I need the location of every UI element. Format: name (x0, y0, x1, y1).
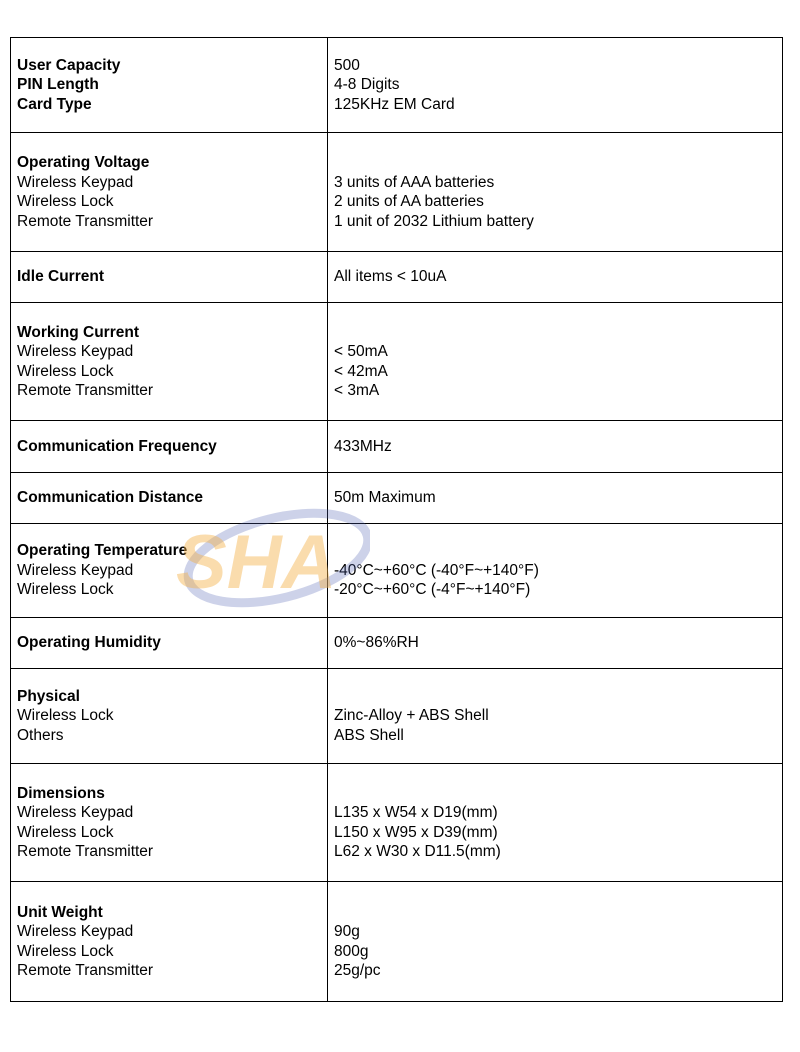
spec-heading: PIN Length (17, 76, 99, 94)
spec-label-cell (11, 618, 328, 669)
spec-heading: Working Current (17, 323, 139, 341)
spec-heading: Idle Current (17, 268, 104, 286)
spec-value (334, 784, 776, 804)
spec-label-cell (11, 764, 328, 882)
spec-value: All items < 10uA (334, 268, 447, 286)
spec-value: Zinc-Alloy + ABS Shell (334, 707, 489, 725)
spec-sublabel: Wireless Lock (17, 362, 114, 380)
spec-value: < 50mA (334, 343, 388, 360)
spec-sublabel: Others (17, 726, 64, 744)
spec-heading: Card Type (17, 95, 92, 113)
spec-value-cell (328, 303, 783, 421)
spec-row (11, 882, 783, 1002)
spec-row (11, 764, 783, 882)
spec-label-cell (11, 252, 328, 303)
spec-row (11, 524, 783, 618)
spec-value: -20°C~+60°C (-4°F~+140°F) (334, 581, 531, 599)
spec-value (334, 153, 776, 173)
spec-value: 4-8 Digits (334, 76, 400, 94)
spec-sublabel: Wireless Lock (17, 942, 114, 960)
spec-heading: Operating Temperature (17, 542, 188, 560)
spec-value: 25g/pc (334, 962, 381, 979)
spec-label-cell (11, 524, 328, 618)
spec-value-cell (328, 421, 783, 473)
spec-row (11, 133, 783, 252)
spec-heading: Operating Humidity (17, 634, 161, 652)
spec-table-body (11, 38, 783, 1002)
spec-value: < 42mA (334, 362, 388, 380)
spec-label-cell (11, 473, 328, 524)
spec-value (334, 323, 776, 343)
spec-row (11, 669, 783, 764)
spec-value-cell (328, 764, 783, 882)
spec-value: L135 x W54 x D19(mm) (334, 804, 498, 821)
spec-value: -40°C~+60°C (-40°F~+140°F) (334, 561, 539, 579)
spec-sublabel: Wireless Keypad (17, 173, 134, 191)
spec-value: L150 x W95 x D39(mm) (334, 823, 498, 841)
spec-label-cell (11, 303, 328, 421)
spec-value: 3 units of AAA batteries (334, 173, 495, 191)
spec-value (334, 903, 776, 923)
spec-value-cell (328, 618, 783, 669)
spec-heading: Operating Voltage (17, 154, 150, 171)
spec-sublabel: Wireless Lock (17, 581, 114, 599)
spec-heading: Communication Frequency (17, 437, 217, 455)
spec-value: 125KHz EM Card (334, 95, 455, 113)
spec-label-cell (11, 421, 328, 473)
spec-sublabel: Remote Transmitter (17, 212, 154, 230)
spec-row (11, 618, 783, 669)
spec-value: 90g (334, 923, 360, 940)
spec-value-cell (328, 524, 783, 618)
spec-value: < 3mA (334, 382, 380, 399)
spec-sublabel: Wireless Lock (17, 823, 114, 841)
watermark-text: SHA (176, 520, 337, 605)
spec-value: 433MHz (334, 437, 392, 455)
spec-value-cell (328, 252, 783, 303)
spec-value-cell (328, 882, 783, 1002)
spec-value: 500 (334, 56, 360, 74)
spec-sublabel: Remote Transmitter (17, 962, 154, 979)
spec-sublabel: Wireless Keypad (17, 804, 134, 821)
spec-value: 1 unit of 2032 Lithium battery (334, 212, 534, 230)
spec-value: L62 x W30 x D11.5(mm) (334, 843, 501, 860)
spec-value: 2 units of AA batteries (334, 193, 484, 210)
spec-row (11, 421, 783, 473)
spec-row (11, 473, 783, 524)
spec-heading: Unit Weight (17, 903, 103, 921)
spec-value-cell (328, 38, 783, 133)
spec-value (334, 687, 776, 707)
spec-row (11, 303, 783, 421)
spec-sublabel: Wireless Keypad (17, 923, 134, 940)
spec-sublabel: Remote Transmitter (17, 843, 154, 860)
spec-label-cell (11, 133, 328, 252)
spec-heading: Communication Distance (17, 489, 204, 507)
spec-sublabel: Wireless Keypad (17, 561, 134, 579)
spec-label-cell (11, 38, 328, 133)
spec-label-cell (11, 669, 328, 764)
spec-sublabel: Wireless Keypad (17, 343, 134, 360)
spec-label-cell (11, 882, 328, 1002)
spec-heading: User Capacity (17, 56, 121, 74)
spec-value: 50m Maximum (334, 489, 436, 507)
spec-heading: Physical (17, 687, 80, 705)
spec-row (11, 38, 783, 133)
spec-sublabel: Wireless Lock (17, 707, 114, 725)
spec-sublabel: Wireless Lock (17, 193, 114, 210)
spec-value (334, 541, 776, 561)
spec-table (10, 37, 783, 1002)
spec-heading: Dimensions (17, 784, 105, 802)
spec-value-cell (328, 133, 783, 252)
spec-value: 800g (334, 942, 369, 960)
spec-value: ABS Shell (334, 726, 404, 744)
spec-value-cell (328, 669, 783, 764)
spec-value: 0%~86%RH (334, 634, 419, 652)
spec-sublabel: Remote Transmitter (17, 382, 154, 399)
spec-row (11, 252, 783, 303)
spec-value-cell (328, 473, 783, 524)
